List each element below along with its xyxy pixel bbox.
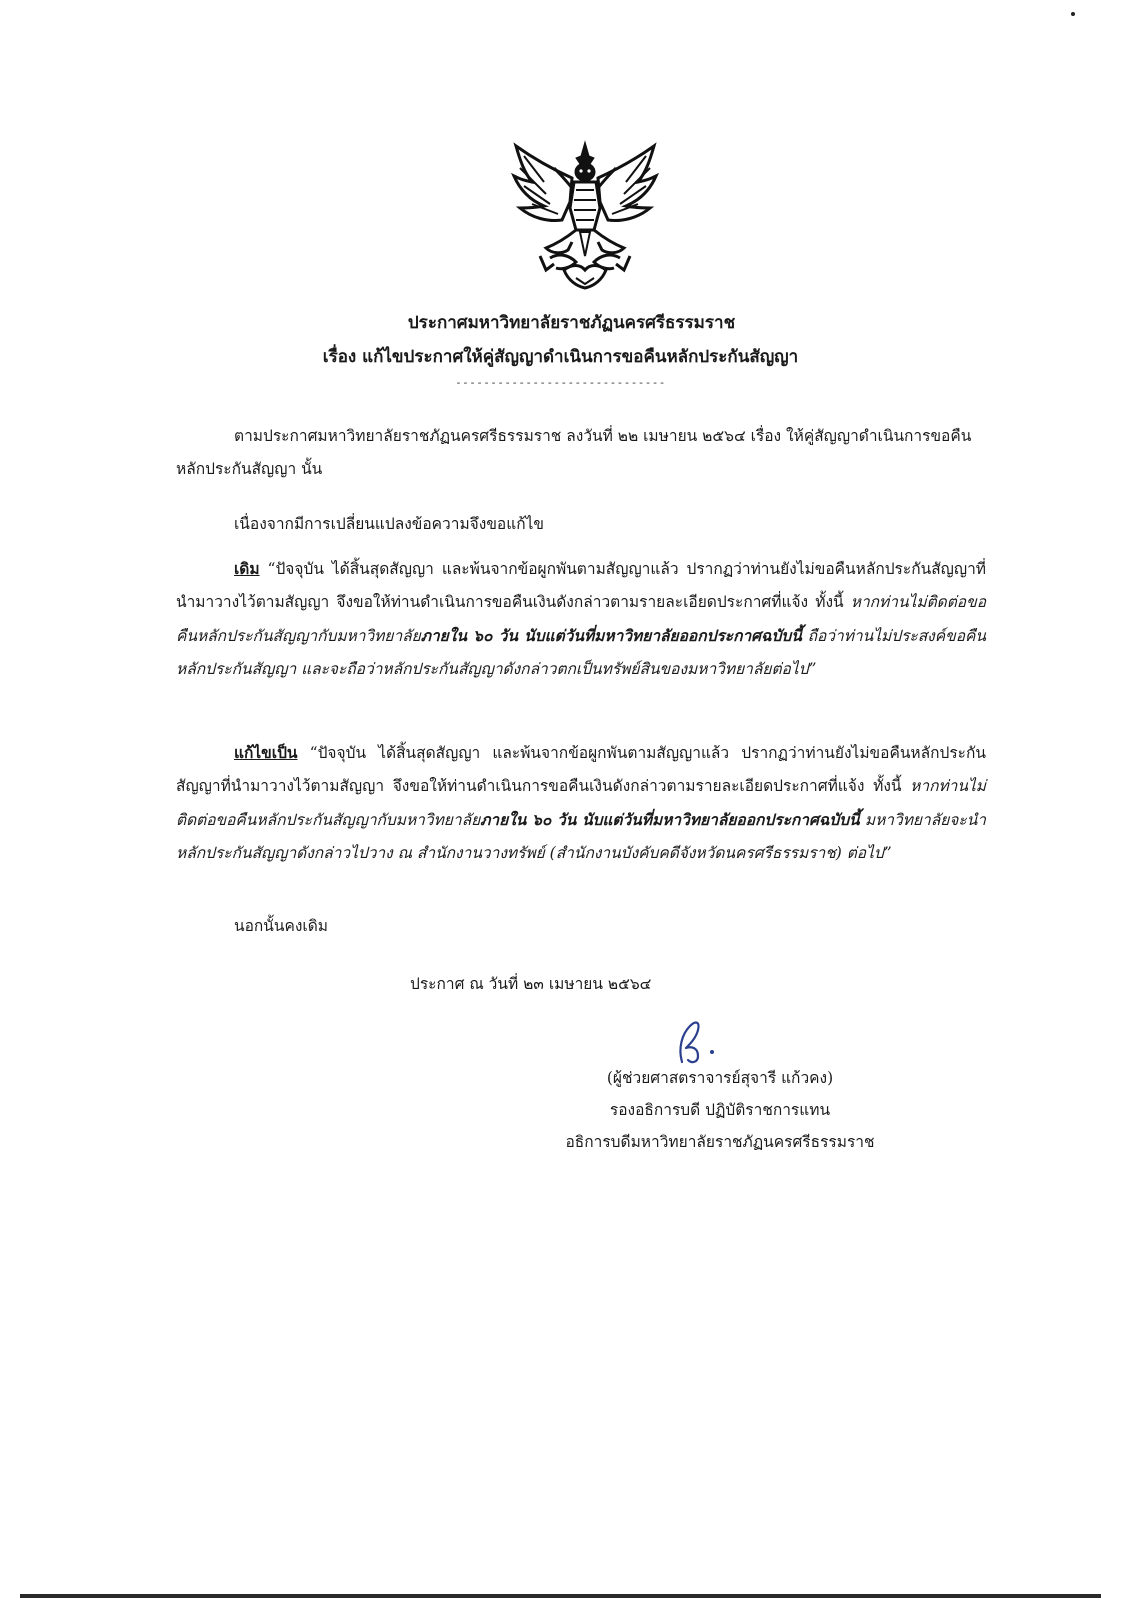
signer-position-1: รองอธิการบดี ปฏิบัติราชการแทน [609, 1101, 831, 1119]
reason-paragraph [176, 508, 986, 541]
rest-unchanged-paragraph [176, 910, 986, 943]
signer-name: (ผู้ช่วยศาสตราจารย์สุจารี แก้วคง) [606, 1069, 834, 1087]
amended-label: แก้ไขเป็น [234, 743, 298, 762]
amended-text-paragraph [176, 736, 986, 870]
original-text-paragraph [176, 552, 986, 686]
original-text-bold-italic: ภายใน ๖๐ วัน นับแต่วันที่มหาวิทยาลัยออกประกาศฉบับนี้ [420, 626, 802, 645]
intro-text: ตามประกาศมหาวิทยาลัยราชภัฏนครศรีธรรมราช ลงวันที่ ๒๒ เมษายน ๒๕๖๔ เรื่อง ให้คู่สัญญาดำเนินการขอคืนหลักประกันสัญญา นั้น [176, 427, 972, 478]
original-label: เดิม [234, 559, 260, 578]
handwritten-signature [668, 1012, 732, 1068]
original-text-italic: หากท่านไม่ติดต่อขอคืนหลักประกันสัญญากับมหาวิทยาลัย [176, 593, 986, 645]
title-line-1: ประกาศมหาวิทยาลัยราชภัฏนครศรีธรรมราช [407, 313, 736, 333]
original-text-italic-end: ถือว่าท่านไม่ประสงค์ขอคืนหลักประกันสัญญา และจะถือว่าหลักประกันสัญญาดังกล่าวตกเป็นทรัพย์สินของมหาวิทยาลัยต่อไป” [176, 627, 986, 678]
intro-paragraph [176, 420, 986, 486]
amended-text-bold-italic: ภายใน ๖๐ วัน นับแต่วันที่มหาวิทยาลัยออกประกาศฉบับนี้ [480, 810, 860, 829]
title-separator: ------------------------------ [455, 376, 666, 389]
announcement-title [0, 306, 1121, 374]
amended-text-plain: “ปัจจุบัน ได้สิ้นสุดสัญญา และพ้นจากข้อผูกพันตามสัญญาแล้ว ปรากฏว่าท่านยังไม่ขอคืนหลักประกันสัญญาที่นำมาวางไว้ตามสัญญา จึงขอให้ท่านดำเนินการขอคืนเงินดังกล่าวตามรายละเอียดประกาศที่แจ้ง ทั้งนี้ [176, 744, 986, 795]
amended-text-italic: หากท่านไม่ติดต่อขอคืนหลักประกันสัญญากับมหาวิทยาลัย [176, 777, 986, 829]
scan-speck [1071, 12, 1075, 16]
original-text-plain: “ปัจจุบัน ได้สิ้นสุดสัญญา และพ้นจากข้อผูกพันตามสัญญาแล้ว ปรากฏว่าท่านยังไม่ขอคืนหลักประกันสัญญาที่นำมาวางไว้ตามสัญญา จึงขอให้ท่านดำเนินการขอคืนเงินดังกล่าวตามรายละเอียดประกาศที่แจ้ง ทั้งนี้ [176, 560, 986, 611]
garuda-emblem-icon [510, 138, 660, 296]
amended-text-italic-end: มหาวิทยาลัยจะนำหลักประกันสัญญาดังกล่าวไปวาง ณ สำนักงานวางทรัพย์ (สำนักงานบังคับคดีจังหวัดนครศรีธรรมราช) ต่อไป” [176, 811, 987, 862]
signature-block [540, 1062, 900, 1158]
signer-position-2: อธิการบดีมหาวิทยาลัยราชภัฏนครศรีธรรมราช [565, 1133, 875, 1151]
announcement-date: ประกาศ ณ วันที่ ๒๓ เมษายน ๒๕๖๔ [410, 975, 652, 993]
title-line-2: เรื่อง แก้ไขประกาศให้คู่สัญญาดำเนินการขอคืนหลักประกันสัญญา [322, 347, 799, 367]
scan-bottom-edge [20, 1594, 1101, 1598]
rest-unchanged-text: นอกนั้นคงเดิม [234, 917, 328, 935]
reason-text: เนื่องจากมีการเปลี่ยนแปลงข้อความจึงขอแก้ไข [234, 515, 544, 533]
